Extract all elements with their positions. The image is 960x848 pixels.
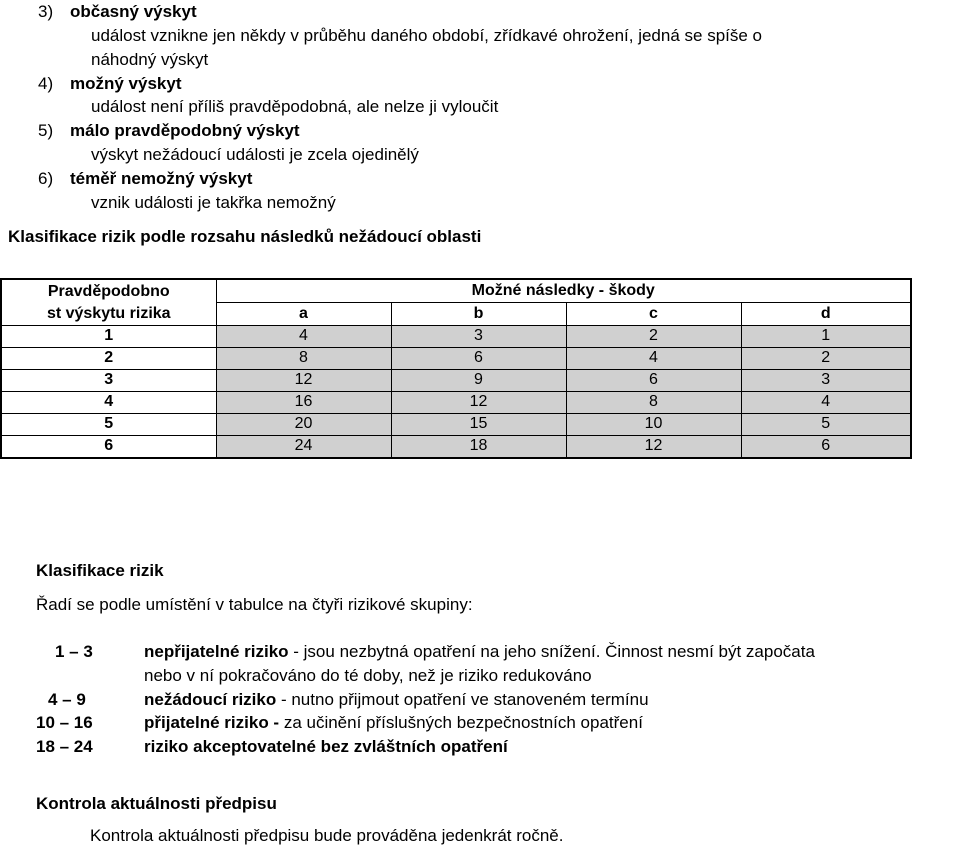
consequences-header: Možné následky - škody [216,279,911,303]
column-header-a: a [216,303,391,326]
table-cell: 6 [391,347,566,369]
group-text [144,690,649,710]
table-cell: 18 [391,435,566,458]
review-heading: Kontrola aktuálnosti předpisu [36,794,277,813]
table-cell: 5 [741,413,911,435]
group-range: 4 – 9 [48,690,86,709]
item-number: 4) [38,74,54,93]
item-number: 6) [38,169,54,188]
item-desc: náhodný výskyt [91,50,209,69]
table-cell: 2 [566,325,741,347]
row-label: 6 [1,435,216,458]
table-row [1,391,911,413]
group-title: riziko akceptovatelné bez zvláštních opatření [144,737,508,756]
table-cell: 3 [741,369,911,391]
item-title: možný výskyt [70,74,182,93]
group-title: přijatelné riziko - [144,713,280,732]
item-title: téměř nemožný výskyt [70,169,253,188]
row-label: 1 [1,325,216,347]
row-label: 3 [1,369,216,391]
table-cell: 16 [216,391,391,413]
item-number: 3) [38,2,54,21]
classification-heading: Klasifikace rizik [36,561,164,580]
group-range: 1 – 3 [55,642,93,661]
group-desc: - jsou nezbytná opatření na jeho snížení. Činnost nesmí být započata [288,642,815,661]
section-heading-consequences: Klasifikace rizik podle rozsahu následků nežádoucí oblasti [8,227,482,246]
item-desc: vznik události je takřka nemožný [91,193,336,212]
table-cell: 12 [566,435,741,458]
column-header-b: b [391,303,566,326]
table-cell: 12 [216,369,391,391]
table-cell: 3 [391,325,566,347]
item-desc: událost není příliš pravděpodobná, ale nelze ji vyloučit [91,97,499,116]
group-range: 10 – 16 [36,713,93,732]
column-header-c: c [566,303,741,326]
row-header-line2: st výskytu rizika [1,303,216,326]
table-cell: 20 [216,413,391,435]
table-cell: 4 [566,347,741,369]
table-cell: 8 [216,347,391,369]
item-title: málo pravděpodobný výskyt [70,121,300,140]
group-text [144,642,815,662]
table-column-header-row [1,303,911,326]
table-row [1,435,911,458]
classification-intro: Řadí se podle umístění v tabulce na čtyři rizikové skupiny: [36,595,473,614]
table-cell: 9 [391,369,566,391]
group-desc-cont: nebo v ní pokračováno do té doby, než je riziko redukováno [144,666,592,685]
group-desc: za učinění příslušných bezpečnostních opatření [279,713,643,732]
row-label: 5 [1,413,216,435]
review-text: Kontrola aktuálnosti předpisu bude prováděna jedenkrát ročně. [90,826,564,845]
table-cell: 2 [741,347,911,369]
table-cell: 6 [566,369,741,391]
table-cell: 24 [216,435,391,458]
table-cell: 15 [391,413,566,435]
table-cell: 4 [216,325,391,347]
table-cell: 6 [741,435,911,458]
group-text [144,713,643,733]
item-desc: výskyt nežádoucí události je zcela ojedinělý [91,145,419,164]
row-header-line1: Pravděpodobno [1,279,216,303]
group-title: nežádoucí riziko [144,690,277,709]
item-title: občasný výskyt [70,2,197,21]
group-title: nepřijatelné riziko [144,642,289,661]
column-header-d: d [741,303,911,326]
table-row [1,347,911,369]
table-cell: 4 [741,391,911,413]
item-desc: událost vznikne jen někdy v průběhu daného období, zřídkavé ohrožení, jedná se spíše o [91,26,763,45]
table-cell: 10 [566,413,741,435]
table-cell: 8 [566,391,741,413]
table-row [1,413,911,435]
group-range: 18 – 24 [36,737,93,756]
table-row [1,325,911,347]
item-number: 5) [38,121,54,140]
table-header-row [1,279,911,303]
table-row [1,369,911,391]
group-desc: - nutno přijmout opatření ve stanoveném termínu [276,690,649,709]
table-cell: 12 [391,391,566,413]
table-cell: 1 [741,325,911,347]
row-label: 2 [1,347,216,369]
risk-matrix-table [0,278,912,459]
row-label: 4 [1,391,216,413]
